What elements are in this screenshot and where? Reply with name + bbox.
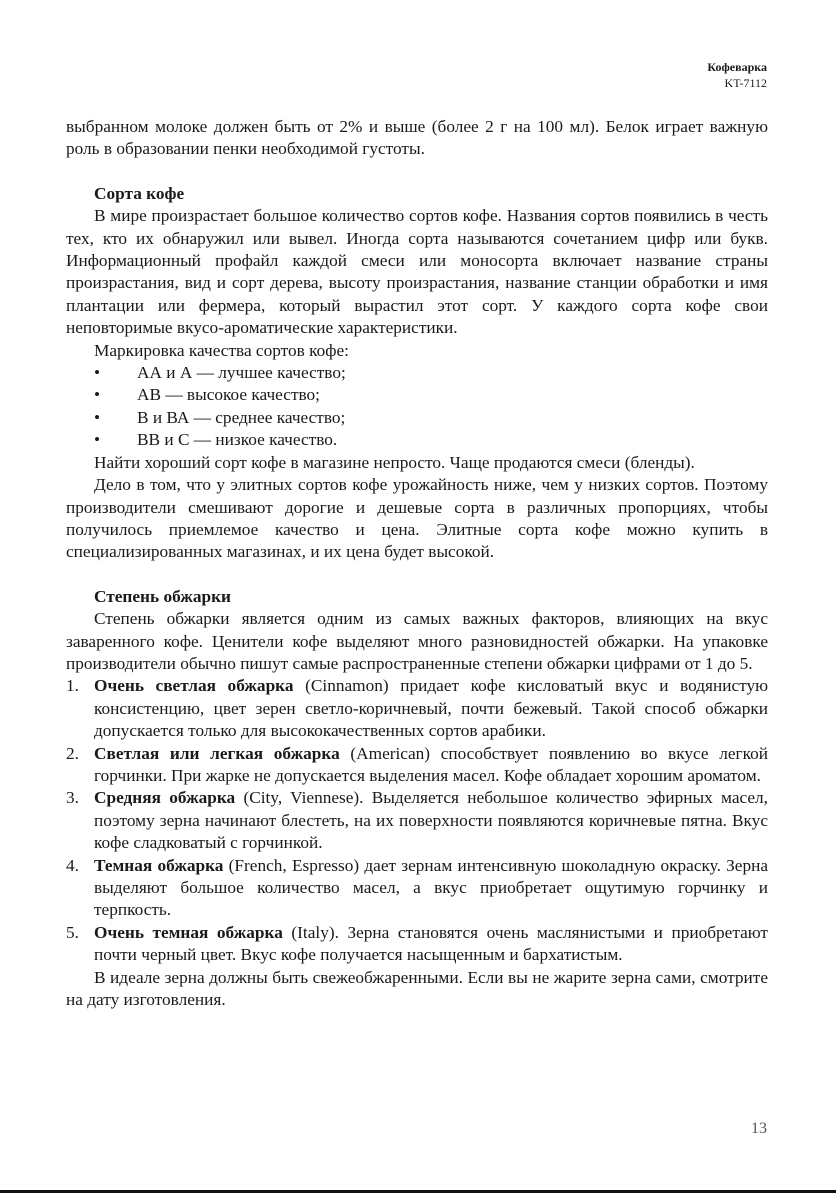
list-item: 4. Темная обжарка (French, Espresso) дает зернам интенсивную шоколадную окраску. Зерна выделяют большое количество масел, а вкус приобретает ощутимую горчинку и терпкость. xyxy=(66,855,769,920)
roast-name: Темная обжарка xyxy=(94,855,224,875)
roast-level-list xyxy=(66,675,768,966)
list-item: 2. Светлая или легкая обжарка (American) способствует появлению во вкусе легкой горчинки. При жарке не допускается выделения масел. Кофе обладает хорошим ароматом. xyxy=(66,743,768,785)
bullet-icon: • xyxy=(94,363,101,383)
roasting-closing: В идеале зерна должны быть свежеобжаренными. Если вы не жарите зерна сами, смотрите на дату изготовления. xyxy=(66,967,768,1010)
varieties-heading: Сорта кофе xyxy=(94,183,185,203)
quality-grade-list xyxy=(66,362,768,452)
page-number: 13 xyxy=(751,1120,767,1137)
page-content xyxy=(66,116,768,1011)
roast-name: Очень темная обжарка xyxy=(94,922,283,942)
list-item: • АА и А — лучшее качество; xyxy=(66,362,768,384)
list-item: • В и ВА — среднее качество; xyxy=(66,407,768,429)
varieties-paragraph-3: Дело в том, что у элитных сортов кофе урожайность ниже, чем у низких сортов. Поэтому производители смешивают дорогие и дешевые сорта в различных пропорциях, чтобы получилось приемлемое качество и цена. Элитные сорта кофе можно купить в специализированных магазинах, и их цена будет высокой. xyxy=(66,475,768,562)
varieties-paragraph: В мире произрастает большое количество сортов кофе. Названия сортов появились в честь тех, кто их обнаружил или вывел. Иногда сорта называются сочетанием цифр или букв. Информационный профайл каждой смеси или моносорта включает название страны произрастания, вид и сорт дерева, высоту произрастания, название станции обработки и имя плантации или фермера, который вырастил этот сорт. У каждого сорта кофе свои неповторимые вкусо-ароматические характеристики. xyxy=(66,206,768,338)
page-header xyxy=(707,59,767,91)
list-item: 3. Средняя обжарка (City, Viennese). Выделяется небольшое количество эфирных масел, поэтому зерна начинают блестеть, на их поверхности появляются коричневые пятна. Вкус кофе сладковатый с горчинкой. xyxy=(66,788,768,853)
marking-intro: Маркировка качества сортов кофе: xyxy=(94,340,349,360)
product-model: KT-7112 xyxy=(724,76,767,90)
roast-name: Очень светлая обжарка xyxy=(94,676,294,696)
varieties-paragraph-2: Найти хороший сорт кофе в магазине непросто. Чаще продаются смеси (бленды). xyxy=(94,452,695,472)
roast-name: Светлая или легкая обжарка xyxy=(94,743,340,763)
bullet-icon: • xyxy=(94,407,101,427)
list-item: • АВ — высокое качество; xyxy=(66,384,768,406)
intro-paragraph: выбранном молоке должен быть от 2% и выше (более 2 г на 100 мл). Белок играет важную роль в образовании пенки необходимой густоты. xyxy=(66,117,768,159)
roasting-paragraph: Степень обжарки является одним из самых важных факторов, влияющих на вкус заваренного кофе. Ценители кофе выделяют много разновидностей обжарки. На упаковке производители обычно пишут самые распространенные степени обжарки цифрами от 1 до 5. xyxy=(66,609,768,673)
list-item: • ВВ и С — низкое качество. xyxy=(66,429,768,451)
product-title: Кофеварка xyxy=(707,60,767,74)
roast-name: Средняя обжарка xyxy=(94,788,236,808)
list-item: 1. Очень светлая обжарка (Cinnamon) придает кофе кисловатый вкус и водянистую консистенцию, цвет зерен светло-коричневый, почти бежевый. Такой способ обжарки допускается только для высококачественных сортов арабики. xyxy=(66,676,768,741)
roasting-heading: Степень обжарки xyxy=(94,586,232,606)
bullet-icon: • xyxy=(94,430,101,450)
list-item: 5. Очень темная обжарка (Italy). Зерна становятся очень маслянистыми и приобретают почти черный цвет. Вкус кофе получается насыщенным и бархатистым. xyxy=(66,922,768,965)
bullet-icon: • xyxy=(94,385,101,405)
